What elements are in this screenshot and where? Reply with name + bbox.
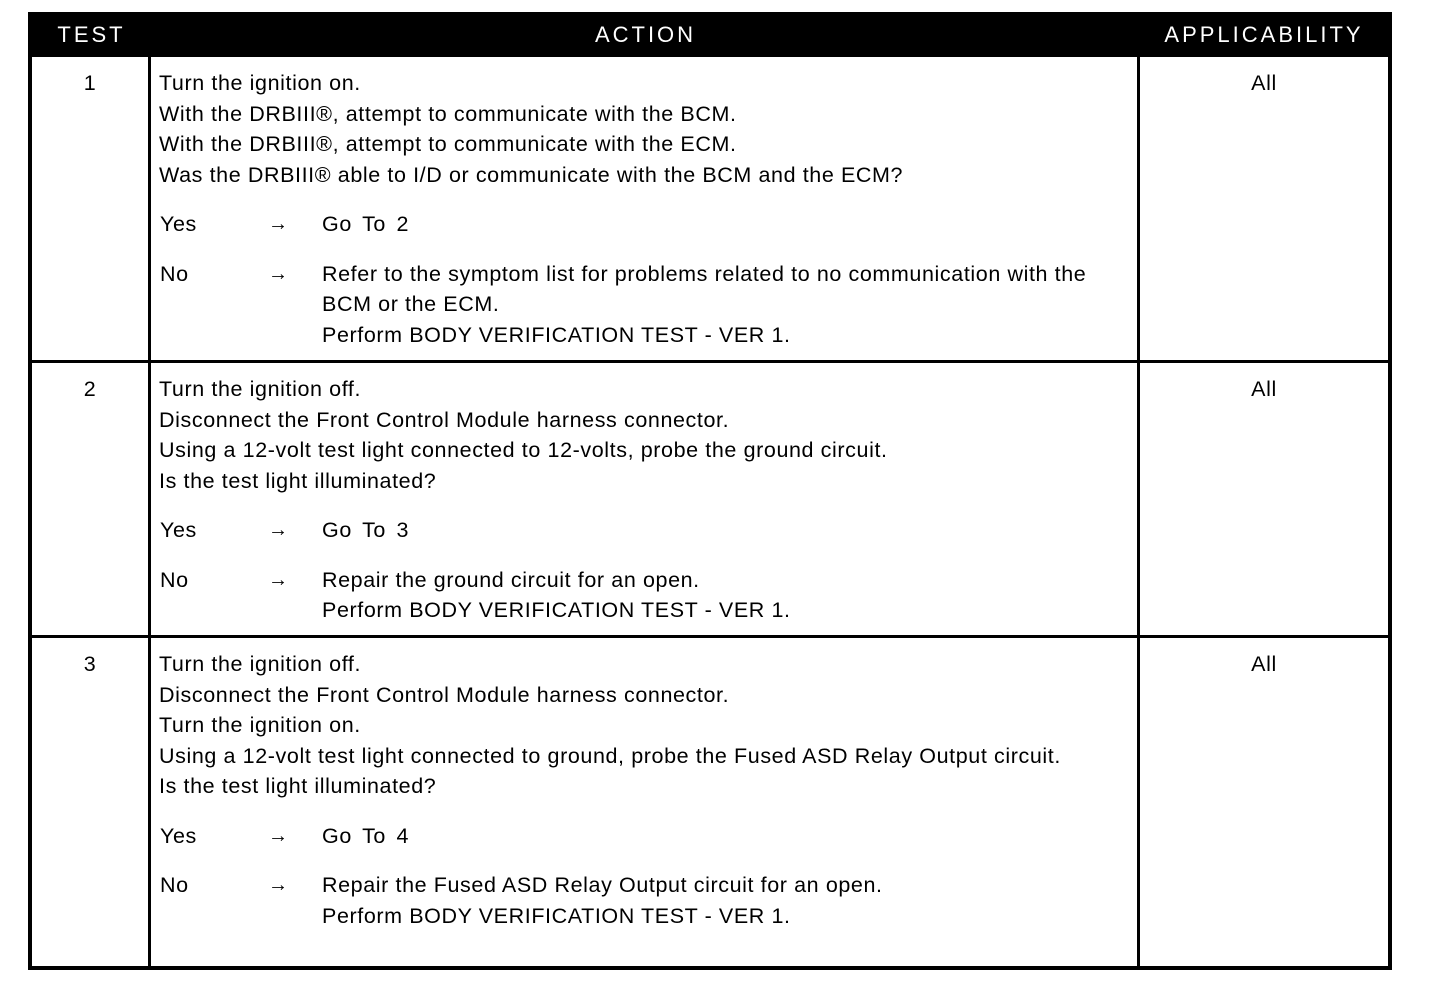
- outcome-line: Go To 2: [322, 212, 410, 236]
- outcome-no: [159, 259, 1131, 351]
- right-arrow-icon: →: [268, 519, 289, 541]
- action-step: Using a 12-volt test light connected to 12-volts, probe the ground circuit.: [159, 438, 888, 462]
- outcome-yes-label: Yes: [160, 518, 197, 542]
- outcome-line: Repair the ground circuit for an open.: [322, 567, 700, 592]
- right-arrow-icon: →: [268, 568, 289, 591]
- action-step: Turn the ignition on.: [159, 71, 361, 95]
- right-arrow-icon: →: [268, 824, 289, 847]
- outcome-line: Go To 3: [322, 518, 410, 542]
- outcome-no: [159, 565, 1131, 626]
- action-cell: [151, 635, 1140, 966]
- action-step: Turn the ignition off.: [159, 652, 362, 676]
- action-step: Disconnect the Front Control Module harness connector.: [159, 407, 730, 432]
- header-applicability: APPLICABILITY: [1140, 16, 1388, 54]
- header-test: TEST: [32, 16, 151, 54]
- outcome-no-label: No: [160, 873, 189, 897]
- applicability-value: All: [1140, 635, 1388, 966]
- outcome-yes-label: Yes: [160, 212, 197, 236]
- right-arrow-icon: →: [268, 874, 289, 896]
- outcome-line: Repair the Fused ASD Relay Output circuit for an open.: [322, 873, 883, 897]
- outcome-no-label: No: [160, 261, 189, 286]
- outcome-no-body: [322, 870, 1131, 931]
- action-step: Disconnect the Front Control Module harness connector.: [159, 682, 730, 707]
- test-number: 3: [32, 635, 151, 966]
- outcome-no-body: [322, 565, 1131, 626]
- action-step: Turn the ignition off.: [159, 377, 362, 401]
- action-step: Is the test light illuminated?: [159, 774, 437, 798]
- outcome-yes-body: [322, 209, 1131, 240]
- right-arrow-icon: →: [268, 262, 289, 285]
- action-step: Was the DRBIII® able to I/D or communicate with the BCM and the ECM?: [159, 162, 904, 187]
- outcome-no-body: [322, 259, 1131, 351]
- applicability-value: All: [1140, 360, 1388, 635]
- outcome-line: Go To 4: [322, 823, 410, 848]
- action-step: With the DRBIII®, attempt to communicate with the ECM.: [159, 132, 737, 156]
- header-action: ACTION: [151, 16, 1140, 54]
- applicability-value: All: [1140, 54, 1388, 360]
- action-cell: [151, 360, 1140, 635]
- outcome-yes-body: [322, 515, 1131, 546]
- outcome-yes-label: Yes: [160, 823, 197, 848]
- action-step: With the DRBIII®, attempt to communicate with the BCM.: [159, 101, 737, 126]
- outcome-yes: [159, 515, 1131, 546]
- diagnostic-test-table: [28, 12, 1392, 970]
- outcome-list: [159, 821, 1131, 932]
- right-arrow-icon: →: [268, 213, 289, 235]
- outcome-line: Perform BODY VERIFICATION TEST - VER 1.: [322, 903, 791, 928]
- outcome-line: Refer to the symptom list for problems related to no communication with the BCM or the ECM.: [322, 261, 1087, 316]
- outcome-list: [159, 515, 1131, 626]
- outcome-no-label: No: [160, 567, 189, 592]
- outcome-line: Perform BODY VERIFICATION TEST - VER 1.: [322, 322, 791, 347]
- outcome-no: [159, 870, 1131, 931]
- test-number: 2: [32, 360, 151, 635]
- outcome-line: Perform BODY VERIFICATION TEST - VER 1.: [322, 598, 791, 622]
- test-number: 1: [32, 54, 151, 360]
- action-step: Using a 12-volt test light connected to ground, probe the Fused ASD Relay Output circuit.: [159, 743, 1061, 768]
- outcome-yes: [159, 209, 1131, 240]
- action-step: Is the test light illuminated?: [159, 468, 437, 493]
- outcome-yes-body: [322, 821, 1131, 852]
- action-step: Turn the ignition on.: [159, 713, 361, 737]
- outcome-yes: [159, 821, 1131, 852]
- outcome-list: [159, 209, 1131, 350]
- action-cell: [151, 54, 1140, 360]
